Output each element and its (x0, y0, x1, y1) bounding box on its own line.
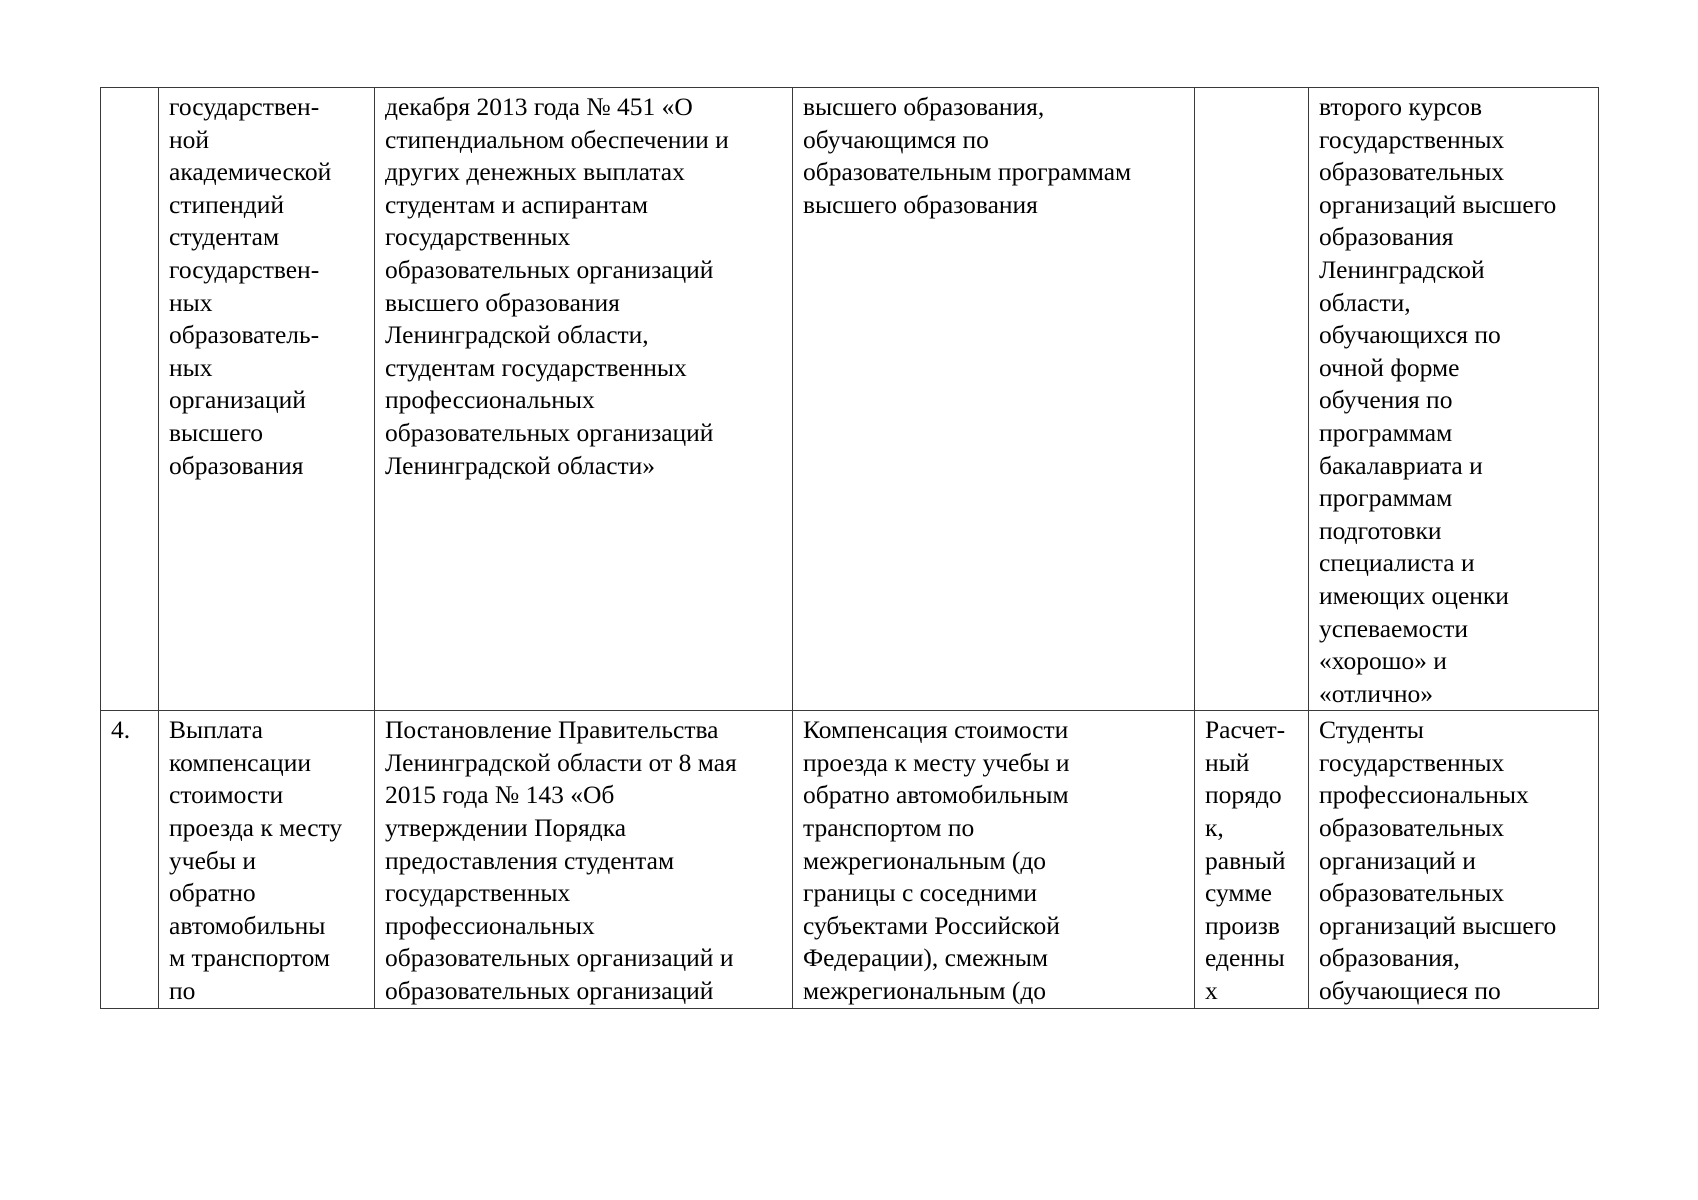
benefit-content-cell: высшего образования, обучающимся по образовательным программам высшего образования (793, 88, 1195, 711)
benefits-table (100, 87, 1599, 1009)
benefit-name-cell: государствен- ной академической стипендий студентам государствен- ных образователь- ных организаций высшего образования (159, 88, 375, 711)
recipients-cell: второго курсов государственных образовательных организаций высшего образования Ленинградской области, обучающихся по очной форме обучения по программам бакалавриата и программам подготовки специалиста и имеющих оценки успеваемости «хорошо» и «отлично» (1309, 88, 1599, 711)
benefit-content-cell: Компенсация стоимости проезда к месту учебы и обратно автомобильным транспортом по межрегиональным (до границы с соседними субъектами Российской Федерации), смежным межрегиональным (до (793, 711, 1195, 1008)
table-row (101, 88, 1599, 711)
table-row (101, 711, 1599, 1008)
row-number-cell (101, 88, 159, 711)
recipients-cell: Студенты государственных профессиональных образовательных организаций и образовательных организаций высшего образования, обучающиеся по (1309, 711, 1599, 1008)
legal-basis-cell: Постановление Правительства Ленинградской области от 8 мая 2015 года № 143 «Об утверждении Порядка предоставления студентам государственных профессиональных образовательных организаций и образовательных организаций (375, 711, 793, 1008)
amount-cell (1195, 88, 1309, 711)
amount-cell: Расчет- ный порядо к, равный сумме произв еденны х (1195, 711, 1309, 1008)
legal-basis-cell: декабря 2013 года № 451 «О стипендиальном обеспечении и других денежных выплатах студентам и аспирантам государственных образовательных организаций высшего образования Ленинградской области, студентам государственных профессиональных образовательных организаций Ленинградской области» (375, 88, 793, 711)
benefit-name-cell: Выплата компенсации стоимости проезда к месту учебы и обратно автомобильны м транспортом по (159, 711, 375, 1008)
row-number-cell: 4. (101, 711, 159, 1008)
